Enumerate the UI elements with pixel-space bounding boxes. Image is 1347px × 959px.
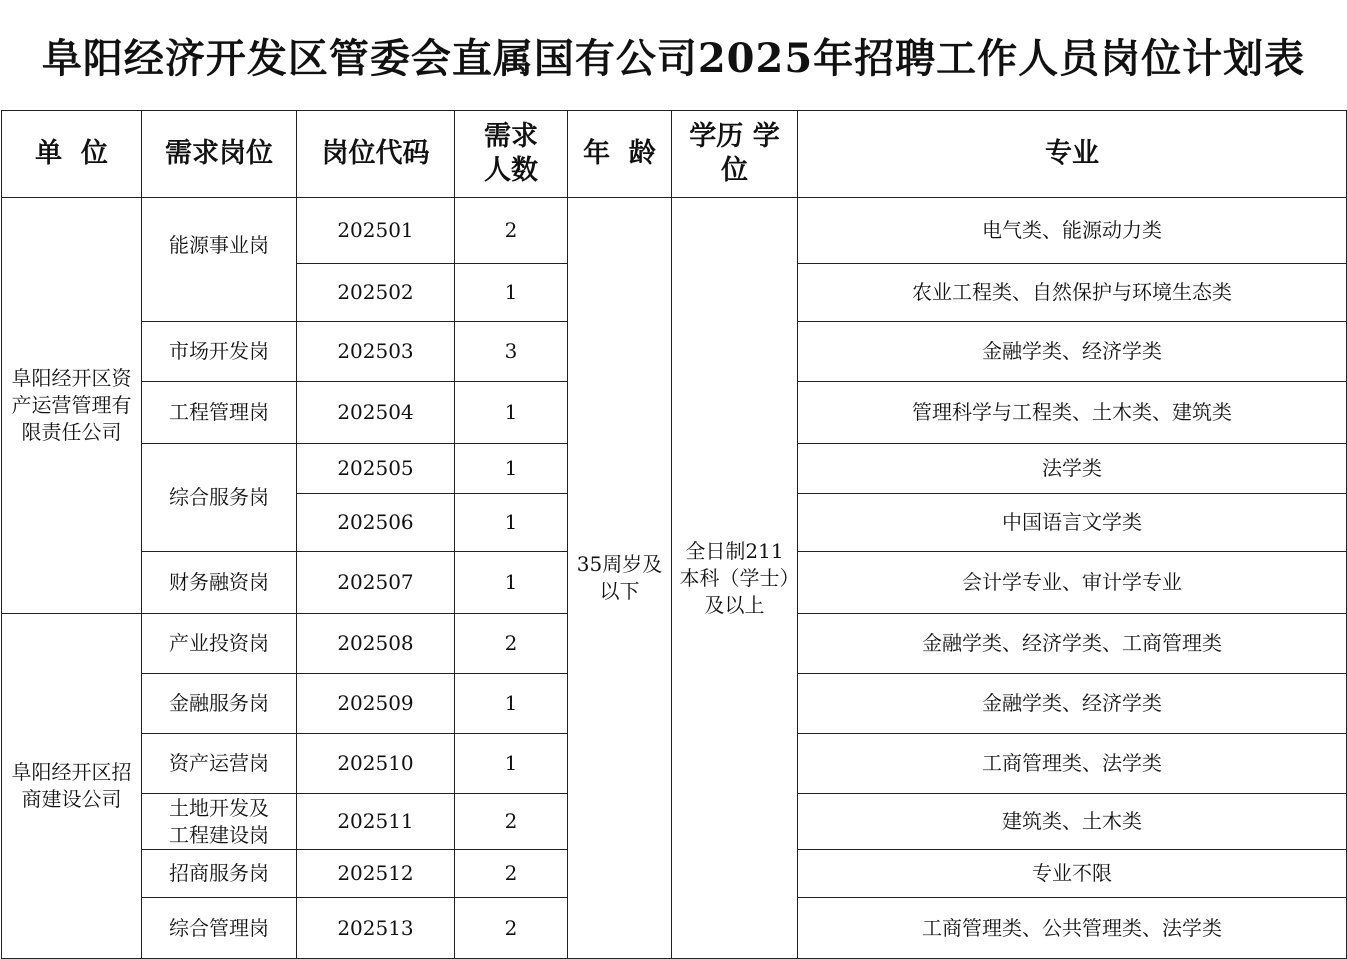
major-cell: 金融学类、经济学类 bbox=[798, 322, 1347, 382]
code-cell: 202512 bbox=[297, 850, 455, 898]
major-cell: 管理科学与工程类、土木类、建筑类 bbox=[798, 382, 1347, 444]
code-cell: 202506 bbox=[297, 494, 455, 552]
count-cell: 1 bbox=[455, 494, 568, 552]
count-cell: 2 bbox=[455, 614, 568, 674]
major-cell: 金融学类、经济学类、工商管理类 bbox=[798, 614, 1347, 674]
code-cell: 202513 bbox=[297, 898, 455, 959]
count-cell: 1 bbox=[455, 264, 568, 322]
position-cell: 资产运营岗 bbox=[142, 734, 297, 794]
age-cell: 35周岁及以下 bbox=[568, 198, 672, 959]
position-cell: 综合管理岗 bbox=[142, 898, 297, 959]
major-cell: 工商管理类、公共管理类、法学类 bbox=[798, 898, 1347, 959]
unit-cell: 阜阳经开区招商建设公司 bbox=[2, 614, 142, 959]
position-cell: 金融服务岗 bbox=[142, 674, 297, 734]
major-cell: 中国语言文学类 bbox=[798, 494, 1347, 552]
major-cell: 电气类、能源动力类 bbox=[798, 198, 1347, 264]
code-cell: 202510 bbox=[297, 734, 455, 794]
education-cell: 全日制211本科（学士）及以上 bbox=[672, 198, 798, 959]
header-position: 需求岗位 bbox=[142, 111, 297, 198]
position-cell: 工程管理岗 bbox=[142, 382, 297, 444]
count-cell: 2 bbox=[455, 850, 568, 898]
code-cell: 202504 bbox=[297, 382, 455, 444]
code-cell: 202503 bbox=[297, 322, 455, 382]
header-major: 专业 bbox=[798, 111, 1347, 198]
code-cell: 202502 bbox=[297, 264, 455, 322]
major-cell: 建筑类、土木类 bbox=[798, 794, 1347, 850]
major-cell: 金融学类、经济学类 bbox=[798, 674, 1347, 734]
code-cell: 202501 bbox=[297, 198, 455, 264]
header-code: 岗位代码 bbox=[297, 111, 455, 198]
position-cell: 招商服务岗 bbox=[142, 850, 297, 898]
position-cell: 能源事业岗 bbox=[142, 198, 297, 322]
major-cell: 专业不限 bbox=[798, 850, 1347, 898]
code-cell: 202509 bbox=[297, 674, 455, 734]
position-cell: 市场开发岗 bbox=[142, 322, 297, 382]
position-cell: 综合服务岗 bbox=[142, 444, 297, 552]
position-cell: 产业投资岗 bbox=[142, 614, 297, 674]
header-education: 学历 学位 bbox=[672, 111, 798, 198]
header-age: 年 龄 bbox=[568, 111, 672, 198]
count-cell: 2 bbox=[455, 198, 568, 264]
page-title: 阜阳经济开发区管委会直属国有公司2025年招聘工作人员岗位计划表 bbox=[41, 34, 1306, 82]
count-cell: 3 bbox=[455, 322, 568, 382]
unit-cell: 阜阳经开区资产运营管理有限责任公司 bbox=[2, 198, 142, 614]
code-cell: 202505 bbox=[297, 444, 455, 494]
code-cell: 202508 bbox=[297, 614, 455, 674]
header-count: 需求人数 bbox=[455, 111, 568, 198]
code-cell: 202507 bbox=[297, 552, 455, 614]
count-cell: 1 bbox=[455, 674, 568, 734]
count-cell: 1 bbox=[455, 734, 568, 794]
code-cell: 202511 bbox=[297, 794, 455, 850]
count-cell: 2 bbox=[455, 898, 568, 959]
count-cell: 2 bbox=[455, 794, 568, 850]
header-row bbox=[2, 111, 1347, 198]
header-unit: 单 位 bbox=[2, 111, 142, 198]
major-cell: 工商管理类、法学类 bbox=[798, 734, 1347, 794]
count-cell: 1 bbox=[455, 444, 568, 494]
table-row bbox=[2, 198, 1347, 264]
count-cell: 1 bbox=[455, 382, 568, 444]
position-cell: 土地开发及工程建设岗 bbox=[142, 794, 297, 850]
major-cell: 会计学专业、审计学专业 bbox=[798, 552, 1347, 614]
count-cell: 1 bbox=[455, 552, 568, 614]
major-cell: 农业工程类、自然保护与环境生态类 bbox=[798, 264, 1347, 322]
major-cell: 法学类 bbox=[798, 444, 1347, 494]
recruitment-plan-table bbox=[1, 110, 1347, 959]
position-cell: 财务融资岗 bbox=[142, 552, 297, 614]
